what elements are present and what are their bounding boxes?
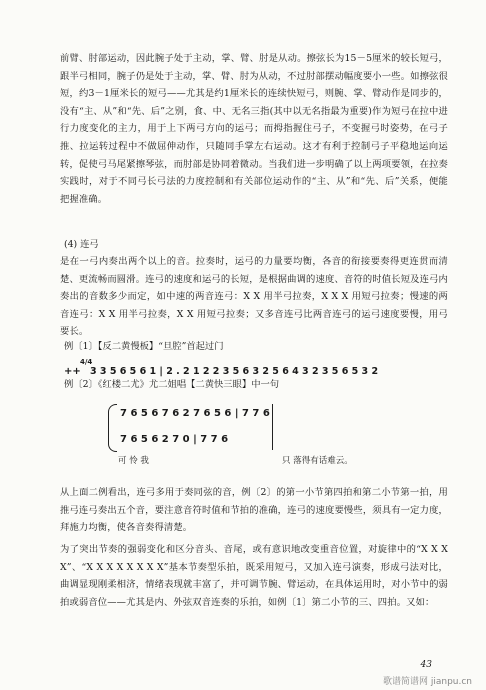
- example-1-notation: 3 3 5 6 5 6 1 | 2 . 2 1 2 2 3 5 6 3 2 5 6 4 3 2 3 5 6 5 3 2: [90, 366, 379, 377]
- section-heading-legato: (4) 连弓: [64, 239, 99, 250]
- example-1-title: 例〔1〕【反二黄慢板】“旦腔”首起过门: [64, 341, 224, 352]
- example-2-title: 例〔2〕《红楼二尤》尤二姐唱【二黄快三眼】中一句: [64, 379, 280, 390]
- example-2-lyrics-left: 可 怜 我: [118, 456, 149, 466]
- example-1-meter: 4/4: [80, 358, 93, 366]
- example-1-prefix: ++: [64, 366, 81, 377]
- paragraph-rhythm-contrast: 为了突出节奏的强弱变化和区分音头、音尾，或有意识地改变重音位置，对旋律中的“X X X X”、“X X X X X X X X”基本节奏型乐拍，既采用短弓，又加入连弓演奏，形成弓法对比，曲调显现刚柔相济，情绪表现就丰富了，并可调节腕、臂运动，在具体运用时，对小节中的弱拍或弱音位——尤其是内、外弦双音连奏的乐拍，如例〔1〕第二小节的三、四拍。又如：: [60, 544, 448, 608]
- example-2-upper-staff: 7 6 5 6 7 6 2 7 6 5 6 | 7 7 6: [120, 408, 270, 419]
- top-dash-line: [0, 0, 486, 10]
- paragraph-bowing-technique: 前臂、肘部运动，因此腕子处于主动，掌、臂、肘是从动。擦弦长为15－5厘米的较长短弓，跟半弓相同，腕子仍是处于主动，掌、臂、肘为从动，不过肘部摆动幅度要小一些。如擦弦很短，约3－1厘米长的短弓——尤其是约1厘米长的连续快短弓，则腕、掌、臂动作是同步的，没有“主、从”和“先、后”之别，食、中、无名三指(其中以无名指最为重要)作为短弓在拉中进行力度变化的主力，用于上下两弓方向的运弓；而拇指握住弓子，不变握弓时姿势，在弓子推、拉运转过程中不做屈伸动作，只随同手掌左右运动。这才有利于控制弓子平稳地运向运转，促使弓马尾紧擦琴弦，而肘部是协同着微动。当我们进一步明确了以上两项要领，在拉奏实践时，对于不同弓长弓法的力度控制和有关部位运动作的“主、从”和“先、后”关系，便能把握准确。: [60, 53, 448, 205]
- paragraph-legato: 是在一弓内奏出两个以上的音。拉奏时，运弓的力量要均衡，各音的衔接要奏得更连贯而清楚、更流畅而圆滑。连弓的速度和运弓的长短，是根据曲调的速度、音符的时值长短及连弓内奏出的音数多少而定，如中速的两音连弓：X X 用半弓拉奏，X X X 用短弓拉奏；慢速的两音连弓：X X 用半弓拉奏，X X 用短弓拉奏；又多音连弓比两音连弓的运弓速度要慢，用弓要长。: [60, 256, 448, 338]
- staff-brace: [108, 404, 117, 452]
- example-2-lower-staff: 7 6 5 6 2 7 0 | 7 7 6: [120, 434, 229, 445]
- bar-line: [272, 404, 273, 450]
- example-2-lyrics-right: 只 落得有话难云。: [282, 456, 353, 466]
- page-number: 43: [420, 660, 432, 670]
- paragraph-analysis: 从上面二例看出，连弓多用于奏同弦的音，例〔2〕的第一小节第四拍和第二小节第一拍，用推弓连弓奏出五个音，要注意音符时值和节拍的准确，连弓的速度要慢些，须具有一定力度，拜施力均衡，使各音奏得清楚。: [60, 487, 448, 534]
- watermark: 歌谱简谱网 jianpu.cn: [382, 677, 472, 687]
